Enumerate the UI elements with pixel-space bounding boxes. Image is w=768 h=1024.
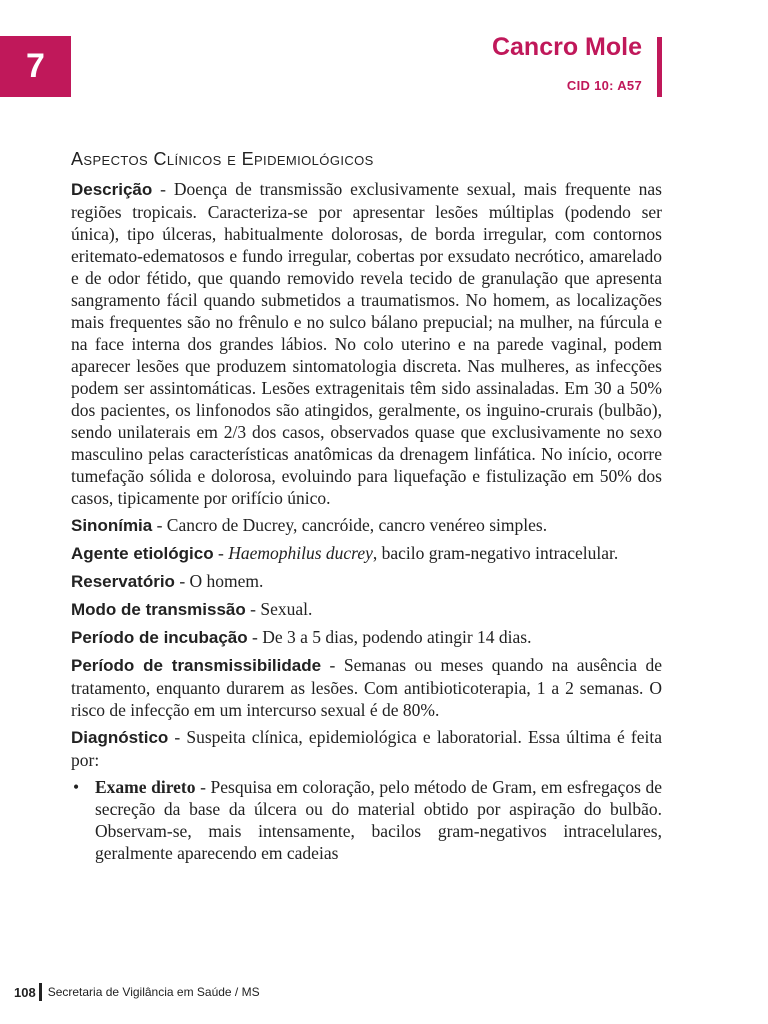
bullet-text: - Pesquisa em coloração, pelo método de Gram, em esfregaços de secreção da base da úlcera ou do material obtido por aspiração do bulbão. Observam-se, mais intensamente, bacilos gram-negativos intracelulares, geralmente aparecendo em cadeias: [95, 777, 662, 863]
paragraph-diagnostico: [71, 726, 662, 771]
text-agente-species: Haemophilus ducrey: [228, 543, 373, 563]
label-descricao: Descrição: [71, 180, 153, 199]
footer-text: Secretaria de Vigilância em Saúde / MS: [47, 985, 260, 999]
label-transmissibilidade: Período de transmissibilidade: [71, 656, 322, 675]
chapter-number-badge: [0, 36, 71, 97]
text-transmissibilidade: - Semanas ou meses quando na ausência de tratamento, enquanto durarem as lesões. Com antibioticoterapia, 1 a 2 semanas. O risco de infecção em um intercurso sexual é de 80%.: [71, 655, 662, 720]
text-agente-prefix: -: [213, 543, 229, 563]
text-modo: - Sexual.: [245, 599, 313, 619]
paragraph-modo: [71, 598, 662, 621]
bullet-marker: •: [73, 777, 80, 797]
paragraph-transmissibilidade: [71, 654, 662, 721]
diagnostico-list: [71, 776, 662, 864]
text-reservatorio: - O homem.: [174, 571, 264, 591]
section-heading: Aspectos Clínicos e Epidemiológicos: [71, 149, 374, 169]
page-title: Cancro Mole: [491, 33, 642, 61]
bullet-title: Exame direto: [95, 777, 196, 797]
chapter-header: [492, 30, 642, 93]
page-number: 108: [14, 984, 36, 1000]
label-reservatorio: Reservatório: [71, 572, 175, 591]
label-modo: Modo de transmissão: [71, 600, 246, 619]
paragraph-descricao: [71, 178, 662, 509]
text-agente: , bacilo gram-negativo intracelular.: [372, 543, 619, 563]
paragraph-sinonimia: [71, 514, 662, 537]
page-footer: [14, 983, 260, 1001]
label-sinonimia: Sinonímia: [71, 516, 153, 535]
label-agente: Agente etiológico: [71, 544, 214, 563]
paragraph-agente: [71, 542, 662, 565]
list-item: [71, 776, 662, 864]
cid-code: CID 10: A57: [566, 78, 642, 93]
text-diagnostico: - Suspeita clínica, epidemiológica e laboratorial. Essa última é feita por:: [71, 727, 662, 770]
title-divider: [657, 37, 662, 97]
footer-divider: [39, 983, 42, 1001]
main-content: [71, 148, 662, 864]
text-incubacao: - De 3 a 5 dias, podendo atingir 14 dias.: [247, 627, 532, 647]
chapter-number: 7: [26, 47, 45, 85]
label-incubacao: Período de incubação: [71, 628, 248, 647]
paragraph-reservatorio: [71, 570, 662, 593]
paragraph-incubacao: [71, 626, 662, 649]
label-diagnostico: Diagnóstico: [71, 728, 169, 747]
text-sinonimia: - Cancro de Ducrey, cancróide, cancro venéreo simples.: [152, 515, 548, 535]
text-descricao: - Doença de transmissão exclusivamente sexual, mais frequente nas regiões tropicais. Caracteriza-se por apresentar lesões múltiplas (podendo ser única), tipo úlceras, habitualmente dolorosas, de borda irregular, com contornos eritemato-edematosos e fundo irregular, cobertas por exsudato necrótico, amarelado e de odor fétido, que quando removido revela tecido de granulação que apresenta sangramento fácil quando submetidos a traumatismos. No homem, as localizações mais frequentes são no frênulo e no sulco bálano prepucial; na mulher, na fúrcula e na face interna dos grandes lábios. No colo uterino e na parede vaginal, podem aparecer lesões que produzem sintomatologia discreta. Nas mulheres, as infecções podem ser assintomáticas. Lesões extragenitais têm sido assinaladas. Em 30 a 50% dos pacientes, os linfonodos são atingidos, geralmente, os inguino-crurais (bulbão), sendo unilaterais em 2/3 dos casos, observados quase que exclusivamente no sexo masculino pelas características anatômicas da drenagem linfática. No início, ocorre tumefação sólida e dolorosa, evoluindo para liquefação e fistulização em 50% dos casos, tipicamente por orifício único.: [71, 179, 662, 508]
